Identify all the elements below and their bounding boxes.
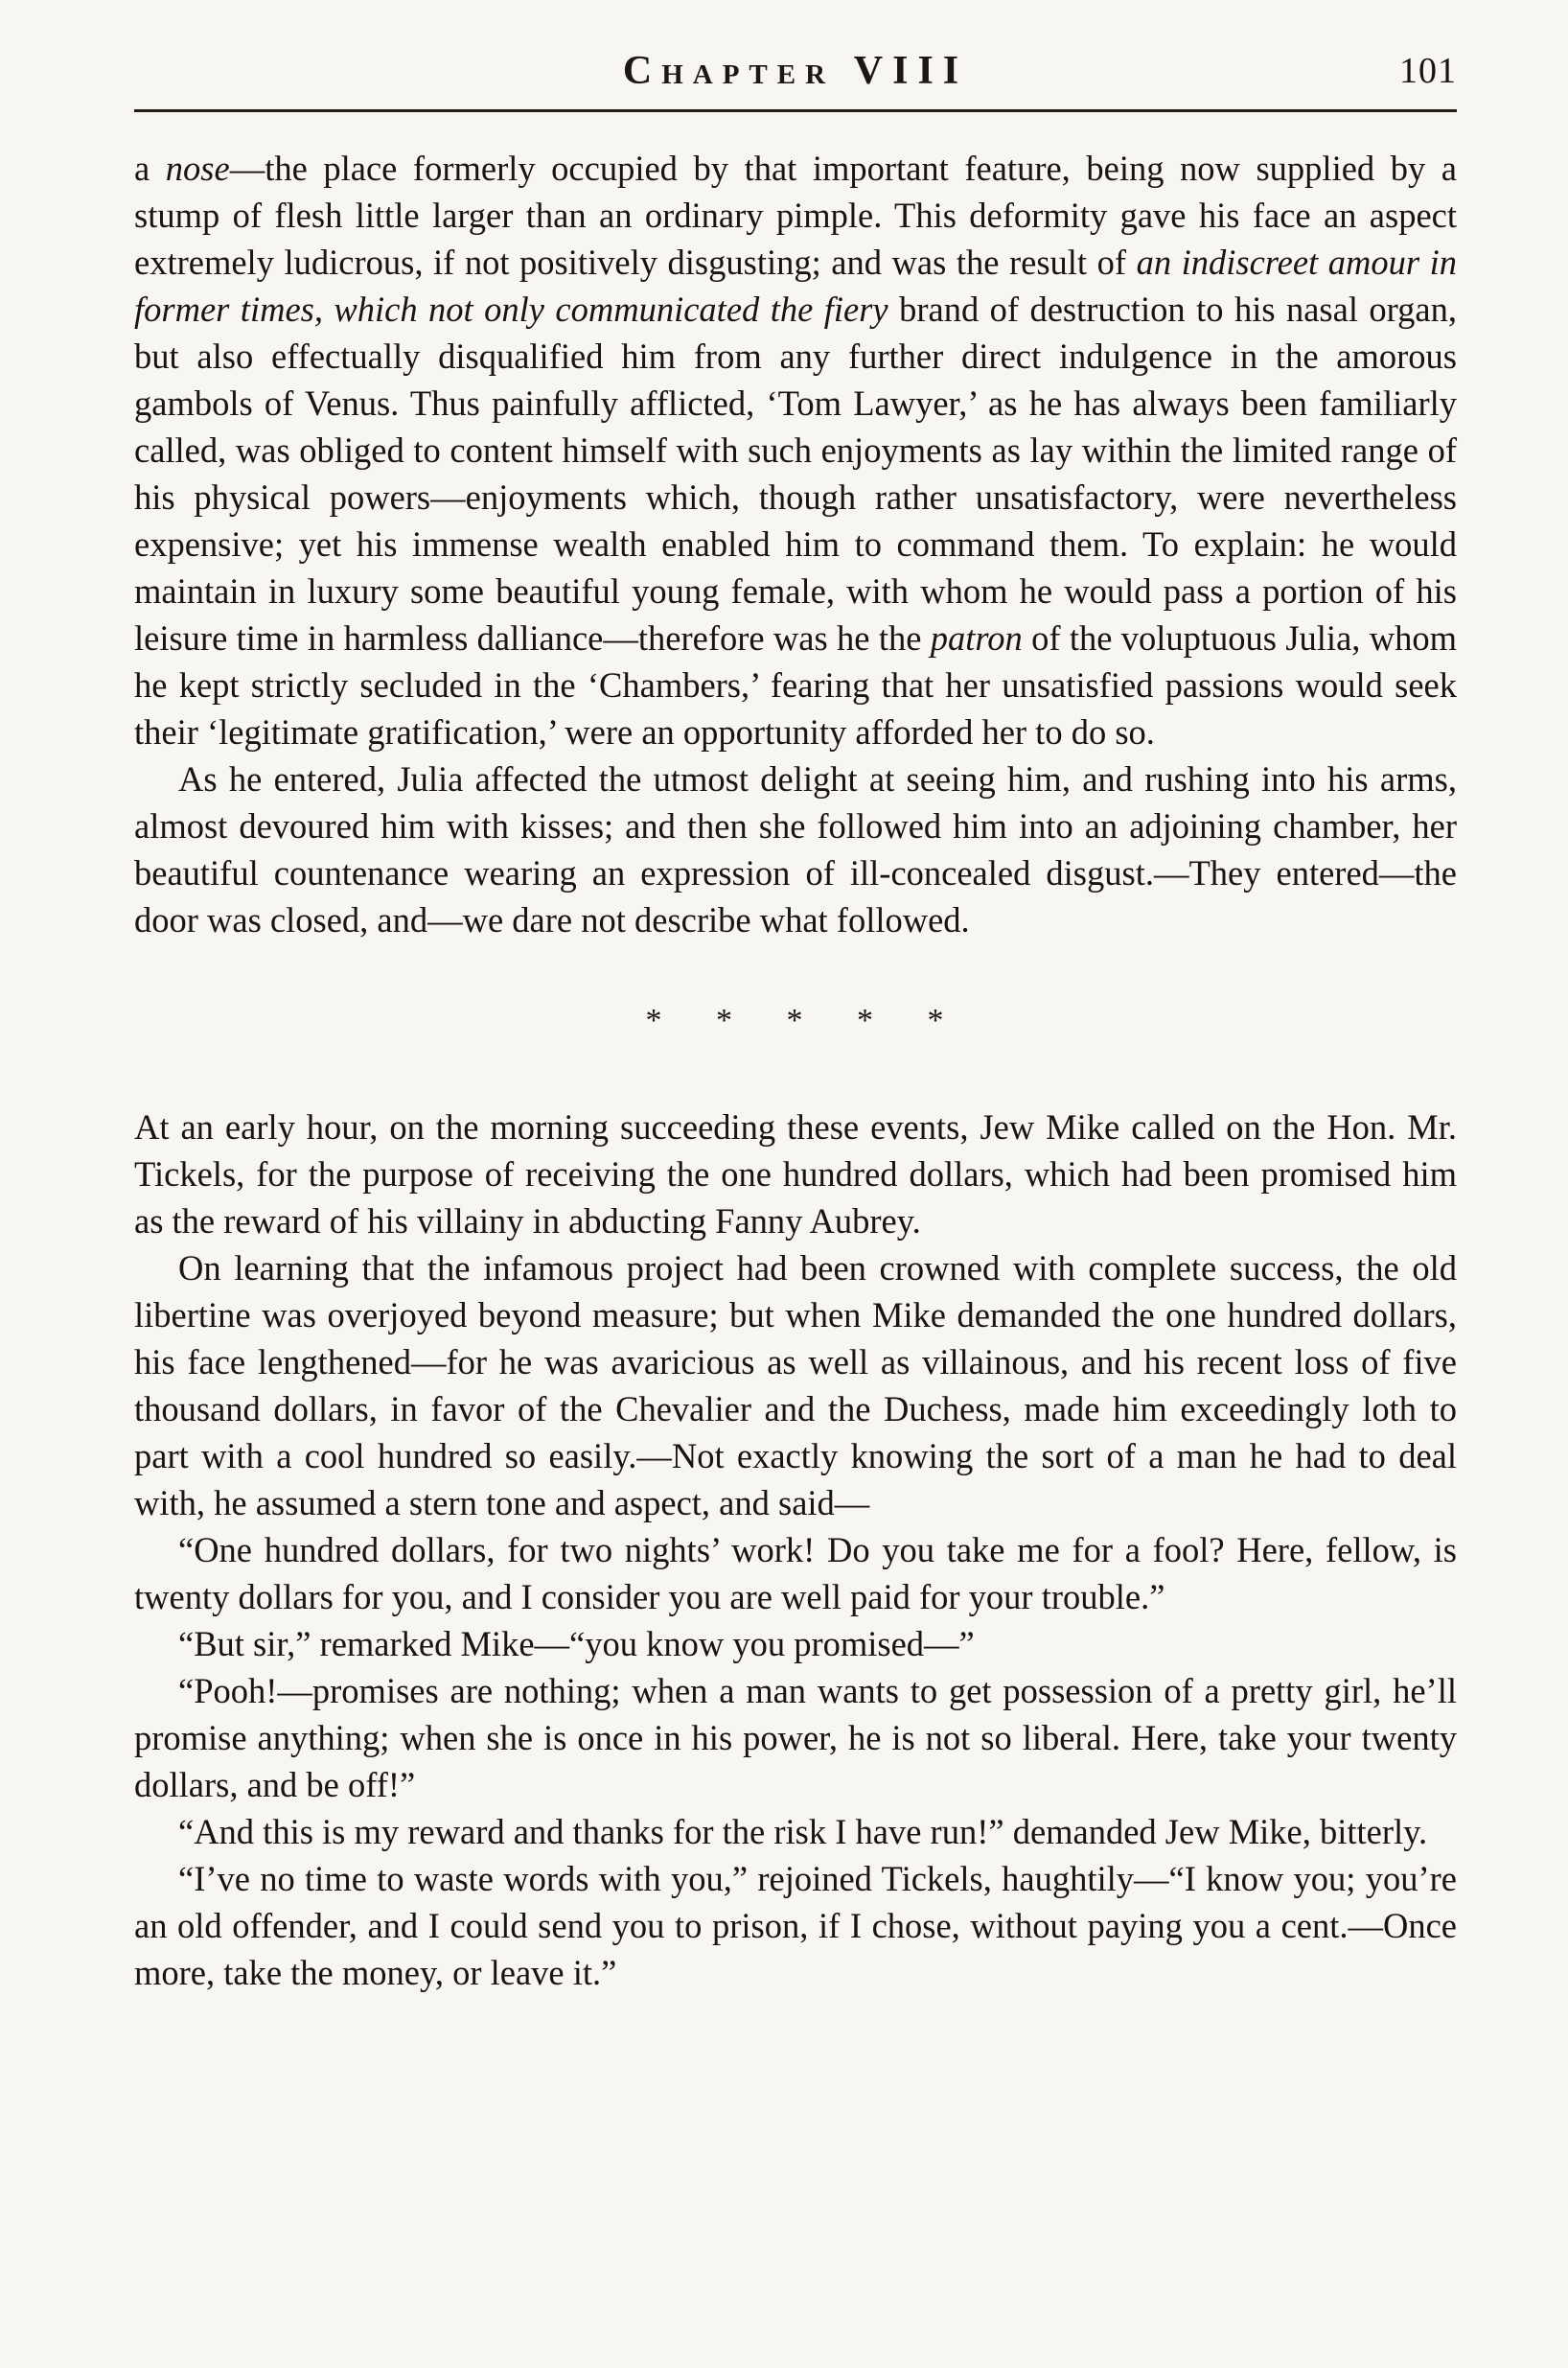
text-run: “I’ve no time to waste words with you,” rejoined Tickels, haughtily—“I know you; you’re an old offender, and I could send you to prison, if I chose, without paying you a cent.—Once more, take the money, or leave it.” bbox=[134, 1859, 1457, 1992]
text-run: As he entered, Julia affected the utmost delight at seeing him, and rushing into his arms, almost devoured him with kisses; and then she followed him into an adjoining chamber, her beautiful countenance wearing an expression of ill-concealed disgust.—They entered—the door was closed, and—we dare not describe what followed. bbox=[134, 759, 1457, 940]
text-run: At an early hour, on the morning succeeding these events, Jew Mike called on the Hon. Mr. Tickels, for the purpose of receiving the one hundred dollars, which had been promised him as the reward of his villainy in abducting Fanny Aubrey. bbox=[134, 1107, 1457, 1241]
page-body bbox=[134, 145, 1457, 1996]
italic-text-run: an indiscreet amour in former times, which not only communicated the fiery bbox=[134, 243, 1457, 329]
paragraph bbox=[134, 1103, 1457, 1244]
text-run: “Pooh!—promises are nothing; when a man wants to get possession of a pretty girl, he’ll promise anything; when she is once in his power, he is not so liberal. Here, take your twenty dollars, and be off!” bbox=[134, 1671, 1457, 1804]
page-number: 101 bbox=[1399, 51, 1457, 91]
paragraph bbox=[134, 755, 1457, 943]
paragraph bbox=[134, 1526, 1457, 1620]
text-run: a bbox=[134, 149, 166, 188]
text-run: On learning that the infamous project had been crowned with complete success, the old libertine was overjoyed beyond measure; but when Mike demanded the one hundred dollars, his face lengthened—for he was avaricious as well as villainous, and his recent loss of five thousand dollars, in favor of the Chevalier and the Duchess, made him exceedingly loth to part with a cool hundred so easily.—Not exactly knowing the sort of a man he had to deal with, he assumed a stern tone and aspect, and said— bbox=[134, 1248, 1457, 1522]
text-run: of the voluptuous Julia, whom he kept strictly secluded in the ‘Chambers,’ fearing that her unsatisfied passions would seek their ‘legitimate gratification,’ were an opportunity afforded her to do so. bbox=[134, 618, 1457, 752]
text-run: brand of destruction to his nasal organ, but also effectually disqualified him from any further direct indulgence in the amorous gambols of Venus. Thus painfully afflicted, ‘Tom Lawyer,’ as he has always been familiarly called, was obliged to content himself with such enjoyments as lay within the limited range of his physical powers—enjoyments which, though rather unsatisfactory, were nevertheless expensive; yet his immense wealth enabled him to command them. To explain: he would maintain in luxury some beautiful young female, with whom he would pass a portion of his leisure time in harmless dalliance—therefore was he the bbox=[134, 290, 1457, 658]
paragraph bbox=[134, 1620, 1457, 1667]
chapter-title: Chapter VIII bbox=[622, 49, 969, 93]
text-run: “One hundred dollars, for two nights’ work! Do you take me for a fool? Here, fellow, is twenty dollars for you, and I consider you are well paid for your trouble.” bbox=[134, 1530, 1457, 1616]
section-separator: * * * * * bbox=[645, 1003, 946, 1038]
text-run: “But sir,” remarked Mike—“you know you promised—” bbox=[178, 1624, 975, 1663]
page-header bbox=[134, 48, 1457, 107]
paragraph bbox=[134, 1808, 1457, 1855]
italic-text-run: patron bbox=[930, 618, 1023, 658]
text-run: “And this is my reward and thanks for the risk I have run!” demanded Jew Mike, bitterly. bbox=[178, 1812, 1428, 1851]
paragraph bbox=[134, 1855, 1457, 1996]
paragraph bbox=[134, 1244, 1457, 1526]
paragraph bbox=[134, 1667, 1457, 1808]
italic-text-run: nose bbox=[165, 149, 230, 188]
header-rule bbox=[134, 109, 1457, 112]
text-run: —the place formerly occupied by that important feature, being now supplied by a stump of flesh little larger than an ordinary pimple. This deformity gave his face an aspect extremely ludicrous, if not positively disgusting; and was the result of bbox=[134, 149, 1458, 282]
paragraph bbox=[134, 145, 1457, 755]
